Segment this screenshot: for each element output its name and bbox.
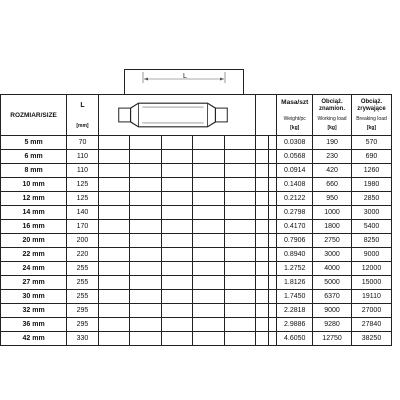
length-cell: 255 <box>67 262 99 276</box>
empty-cell <box>130 248 162 262</box>
spec-rows <box>1 136 392 346</box>
empty-cell <box>256 220 269 234</box>
mass-cell: 0.0914 <box>277 164 313 178</box>
empty-cell <box>98 318 130 332</box>
turnbuckle-body-icon <box>99 95 247 135</box>
working-load-header-unit: [kg] <box>327 124 337 131</box>
empty-cell <box>268 318 276 332</box>
breaking-load-header <box>351 95 391 136</box>
length-cell: 255 <box>67 276 99 290</box>
breaking-load-cell: 690 <box>351 150 391 164</box>
empty-cell <box>224 192 256 206</box>
empty-cell <box>224 178 256 192</box>
breaking-load-cell: 27840 <box>351 318 391 332</box>
empty-cell <box>161 234 193 248</box>
size-cell: 12 mm <box>1 192 67 206</box>
breaking-load-header-pl: Obciąż. zrywające <box>357 99 386 112</box>
mass-cell: 2.9886 <box>277 318 313 332</box>
empty-cell <box>193 290 225 304</box>
length-cell: 140 <box>67 206 99 220</box>
breaking-load-cell: 570 <box>351 136 391 150</box>
size-cell: 16 mm <box>1 220 67 234</box>
empty-cell <box>130 178 162 192</box>
empty-cell <box>130 192 162 206</box>
empty-cell <box>193 276 225 290</box>
empty-cell <box>161 136 193 150</box>
working-load-cell: 12750 <box>313 332 352 346</box>
empty-cell <box>130 304 162 318</box>
empty-cell <box>256 276 269 290</box>
empty-cell <box>161 290 193 304</box>
diagram-dimension-label: L <box>183 73 187 80</box>
empty-cell <box>256 206 269 220</box>
empty-cell <box>268 220 276 234</box>
empty-cell <box>130 234 162 248</box>
empty-cell <box>268 136 276 150</box>
size-cell: 14 mm <box>1 206 67 220</box>
table-row <box>1 234 392 248</box>
empty-cell <box>161 248 193 262</box>
size-cell: 6 mm <box>1 150 67 164</box>
size-cell: 22 mm <box>1 248 67 262</box>
empty-cell <box>98 290 130 304</box>
table-row <box>1 136 392 150</box>
mass-header <box>277 95 313 136</box>
empty-cell <box>268 332 276 346</box>
empty-cell <box>130 318 162 332</box>
empty-cell <box>130 206 162 220</box>
mass-cell: 2.2818 <box>277 304 313 318</box>
empty-cell <box>224 164 256 178</box>
empty-cell <box>161 206 193 220</box>
empty-cell <box>268 206 276 220</box>
empty-cell <box>193 136 225 150</box>
size-cell: 24 mm <box>1 262 67 276</box>
working-load-cell: 230 <box>313 150 352 164</box>
empty-cell <box>130 164 162 178</box>
table-row <box>1 276 392 290</box>
working-load-cell: 6370 <box>313 290 352 304</box>
breaking-load-cell: 12000 <box>351 262 391 276</box>
length-header-label: L <box>80 101 85 109</box>
empty-cell <box>256 304 269 318</box>
mass-cell: 0.2798 <box>277 206 313 220</box>
empty-cell <box>224 234 256 248</box>
working-load-cell: 4000 <box>313 262 352 276</box>
size-cell: 32 mm <box>1 304 67 318</box>
empty-cell <box>98 150 130 164</box>
length-cell: 70 <box>67 136 99 150</box>
mass-cell: 0.4170 <box>277 220 313 234</box>
empty-cell <box>256 318 269 332</box>
diagram-cell <box>98 95 256 136</box>
empty-cell <box>161 164 193 178</box>
size-header: ROZMIAR/SIZE <box>1 95 67 136</box>
working-load-cell: 950 <box>313 192 352 206</box>
empty-cell <box>98 178 130 192</box>
empty-cell <box>98 164 130 178</box>
empty-cell <box>256 262 269 276</box>
mass-header-unit: [kg] <box>290 125 300 131</box>
empty-cell <box>256 290 269 304</box>
empty-cell <box>224 220 256 234</box>
empty-cell <box>193 220 225 234</box>
empty-cell <box>193 234 225 248</box>
working-load-cell: 1000 <box>313 206 352 220</box>
table-row <box>1 178 392 192</box>
spec-table <box>0 94 392 346</box>
size-cell: 20 mm <box>1 234 67 248</box>
table-row <box>1 262 392 276</box>
table-row <box>1 304 392 318</box>
working-load-cell: 420 <box>313 164 352 178</box>
empty-cell <box>130 332 162 346</box>
table-row <box>1 150 392 164</box>
mass-header-en: Weight/pc <box>283 116 306 122</box>
empty-cell <box>130 150 162 164</box>
length-cell: 330 <box>67 332 99 346</box>
empty-cell <box>130 220 162 234</box>
length-cell: 295 <box>67 304 99 318</box>
table-row <box>1 290 392 304</box>
empty-cell <box>268 234 276 248</box>
spacer-header <box>256 95 277 136</box>
empty-cell <box>161 262 193 276</box>
empty-cell <box>193 192 225 206</box>
mass-cell: 0.0568 <box>277 150 313 164</box>
size-cell: 10 mm <box>1 178 67 192</box>
breaking-load-cell: 1980 <box>351 178 391 192</box>
empty-cell <box>130 136 162 150</box>
size-cell: 42 mm <box>1 332 67 346</box>
empty-cell <box>130 276 162 290</box>
table-row <box>1 318 392 332</box>
empty-cell <box>256 248 269 262</box>
empty-cell <box>98 262 130 276</box>
empty-cell <box>161 178 193 192</box>
length-cell: 295 <box>67 318 99 332</box>
empty-cell <box>98 220 130 234</box>
empty-cell <box>193 262 225 276</box>
diagram-frame <box>124 69 244 95</box>
table-row <box>1 332 392 346</box>
empty-cell <box>224 304 256 318</box>
empty-cell <box>224 150 256 164</box>
working-load-header <box>313 95 352 136</box>
empty-cell <box>224 136 256 150</box>
empty-cell <box>193 304 225 318</box>
empty-cell <box>193 178 225 192</box>
length-cell: 200 <box>67 234 99 248</box>
empty-cell <box>161 332 193 346</box>
working-load-cell: 5000 <box>313 276 352 290</box>
mass-cell: 1.7450 <box>277 290 313 304</box>
size-cell: 30 mm <box>1 290 67 304</box>
empty-cell <box>193 332 225 346</box>
mass-cell: 0.2122 <box>277 192 313 206</box>
size-cell: 8 mm <box>1 164 67 178</box>
empty-cell <box>193 164 225 178</box>
empty-cell <box>161 192 193 206</box>
empty-cell <box>98 248 130 262</box>
length-cell: 170 <box>67 220 99 234</box>
empty-cell <box>130 262 162 276</box>
empty-cell <box>161 276 193 290</box>
length-cell: 125 <box>67 192 99 206</box>
empty-cell <box>256 136 269 150</box>
empty-cell <box>98 304 130 318</box>
breaking-load-cell: 1260 <box>351 164 391 178</box>
working-load-header-pl: Obciąż. znamion. <box>319 99 346 112</box>
header-row <box>1 95 392 136</box>
table-row <box>1 206 392 220</box>
working-load-header-en: Working load <box>317 115 347 122</box>
empty-cell <box>98 192 130 206</box>
breaking-load-cell: 5400 <box>351 220 391 234</box>
empty-cell <box>256 178 269 192</box>
empty-cell <box>98 136 130 150</box>
length-cell: 255 <box>67 290 99 304</box>
working-load-cell: 190 <box>313 136 352 150</box>
empty-cell <box>193 318 225 332</box>
empty-cell <box>268 290 276 304</box>
empty-cell <box>268 192 276 206</box>
empty-cell <box>224 262 256 276</box>
size-cell: 5 mm <box>1 136 67 150</box>
breaking-load-cell: 8250 <box>351 234 391 248</box>
working-load-cell: 660 <box>313 178 352 192</box>
breaking-load-header-en: Breaking load <box>356 115 387 122</box>
breaking-load-cell: 9000 <box>351 248 391 262</box>
empty-cell <box>98 276 130 290</box>
mass-cell: 0.0308 <box>277 136 313 150</box>
length-cell: 220 <box>67 248 99 262</box>
mass-header-pl: Masa/szt <box>281 99 309 106</box>
empty-cell <box>256 150 269 164</box>
empty-cell <box>256 234 269 248</box>
mass-cell: 4.6050 <box>277 332 313 346</box>
length-cell: 110 <box>67 164 99 178</box>
empty-cell <box>193 150 225 164</box>
working-load-cell: 9280 <box>313 318 352 332</box>
table-row <box>1 192 392 206</box>
empty-cell <box>193 248 225 262</box>
empty-cell <box>98 234 130 248</box>
breaking-load-cell: 2850 <box>351 192 391 206</box>
breaking-load-header-unit: [kg] <box>366 124 377 131</box>
empty-cell <box>256 192 269 206</box>
empty-cell <box>224 290 256 304</box>
breaking-load-cell: 15000 <box>351 276 391 290</box>
mass-cell: 1.8126 <box>277 276 313 290</box>
working-load-cell: 2750 <box>313 234 352 248</box>
length-header <box>67 95 99 136</box>
mass-cell: 0.7906 <box>277 234 313 248</box>
empty-cell <box>224 206 256 220</box>
empty-cell <box>268 164 276 178</box>
empty-cell <box>224 318 256 332</box>
empty-cell <box>161 318 193 332</box>
size-cell: 36 mm <box>1 318 67 332</box>
breaking-load-cell: 19110 <box>351 290 391 304</box>
mass-cell: 1.2752 <box>277 262 313 276</box>
empty-cell <box>268 150 276 164</box>
empty-cell <box>256 332 269 346</box>
empty-cell <box>268 262 276 276</box>
breaking-load-cell: 3000 <box>351 206 391 220</box>
length-cell: 125 <box>67 178 99 192</box>
empty-cell <box>161 150 193 164</box>
empty-cell <box>161 220 193 234</box>
working-load-cell: 9000 <box>313 304 352 318</box>
table-row <box>1 220 392 234</box>
empty-cell <box>98 206 130 220</box>
empty-cell <box>130 290 162 304</box>
empty-cell <box>224 332 256 346</box>
table-row <box>1 248 392 262</box>
empty-cell <box>268 304 276 318</box>
empty-cell <box>193 206 225 220</box>
empty-cell <box>98 332 130 346</box>
length-header-unit: [mm] <box>76 122 89 129</box>
working-load-cell: 3000 <box>313 248 352 262</box>
empty-cell <box>268 276 276 290</box>
empty-cell <box>224 276 256 290</box>
empty-cell <box>268 248 276 262</box>
empty-cell <box>256 164 269 178</box>
breaking-load-cell: 27000 <box>351 304 391 318</box>
size-cell: 27 mm <box>1 276 67 290</box>
empty-cell <box>268 178 276 192</box>
empty-cell <box>224 248 256 262</box>
breaking-load-cell: 38250 <box>351 332 391 346</box>
mass-cell: 0.8940 <box>277 248 313 262</box>
working-load-cell: 1800 <box>313 220 352 234</box>
length-cell: 110 <box>67 150 99 164</box>
empty-cell <box>161 304 193 318</box>
table-row <box>1 164 392 178</box>
mass-cell: 0.1408 <box>277 178 313 192</box>
